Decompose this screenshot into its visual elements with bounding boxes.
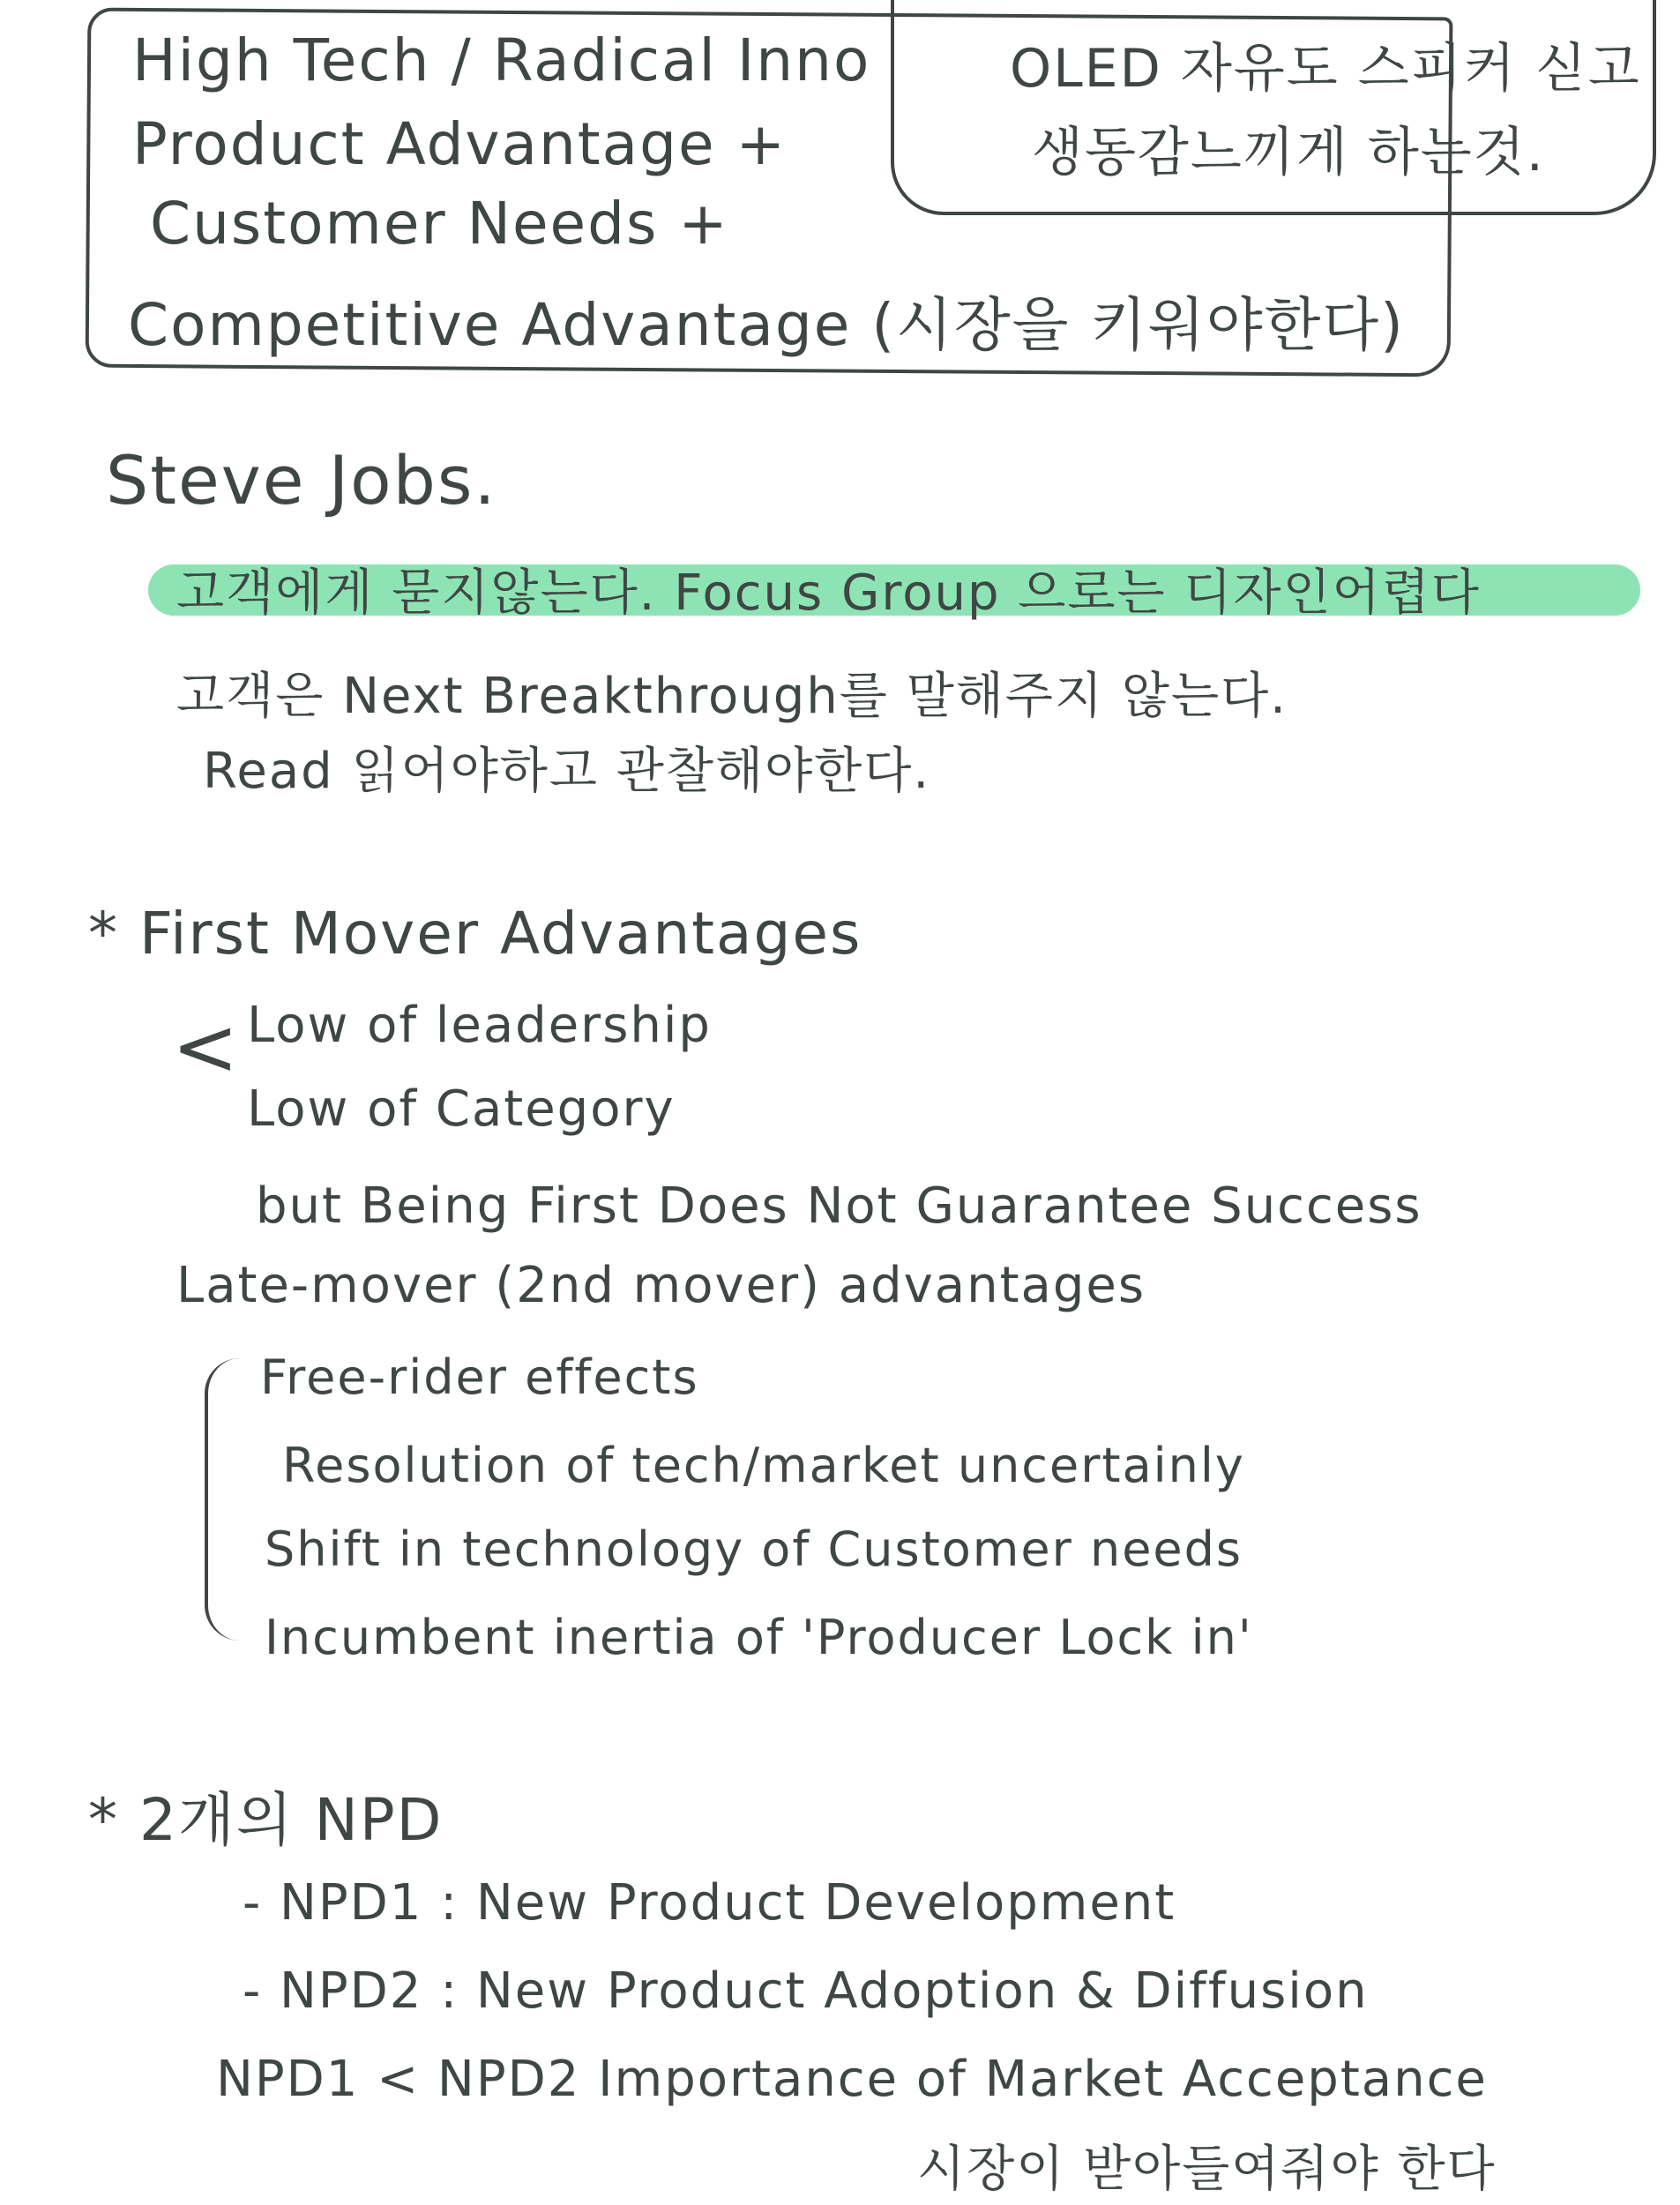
npd-korean-note: 시장이 받아들여줘야 한다 (917, 2141, 1497, 2198)
late-mover-item-3: Shift in technology of Customer needs (265, 1521, 1243, 1577)
top-box-line-4: Competitive Advantage (시장을 키워야한다) (128, 291, 1405, 359)
first-mover-item-2: Low of Category (247, 1080, 676, 1138)
npd-compare: NPD1 < NPD2 Importance of Market Acceptance (216, 2051, 1488, 2108)
top-box-line-2: Product Advantage + (132, 110, 787, 178)
first-mover-item-1: Low of leadership (247, 997, 712, 1054)
steve-jobs-line-2: 고객은 Next Breakthrough를 말해주지 않는다. (176, 668, 1288, 725)
bubble-line-2: 생동감느끼게 하는것. (1032, 122, 1545, 183)
steve-jobs-line-1: 고객에게 묻지않는다. Focus Group 으로는 디자인어렵다 (176, 564, 1481, 622)
top-box-line-3: Customer Needs + (150, 190, 729, 258)
npd-item-1: - NPD1 : New Product Development (243, 1874, 1176, 1932)
late-mover-item-2: Resolution of tech/market uncertainly (282, 1438, 1245, 1493)
npd-heading: * 2개의 NPD (88, 1786, 444, 1854)
steve-jobs-heading: Steve Jobs. (106, 441, 497, 519)
first-mover-heading: * First Mover Advantages (88, 900, 862, 968)
angle-bracket: < (172, 1001, 239, 1094)
bubble-line-1: OLED 자유도 스피커 싣고 (1010, 38, 1641, 100)
npd-item-2: - NPD2 : New Product Adoption & Diffusion (243, 1962, 1369, 2020)
late-mover-heading: Late-mover (2nd mover) advantages (176, 1257, 1146, 1314)
late-mover-brace (205, 1358, 243, 1641)
late-mover-item-4: Incumbent inertia of 'Producer Lock in' (265, 1610, 1253, 1665)
top-box-line-1: High Tech / Radical Inno (132, 26, 871, 94)
late-mover-item-1: Free-rider effects (260, 1349, 699, 1405)
first-mover-note: but Being First Does Not Guarantee Success (256, 1177, 1422, 1235)
steve-jobs-line-3: Read 읽어야하고 관찰해야한다. (203, 743, 931, 800)
